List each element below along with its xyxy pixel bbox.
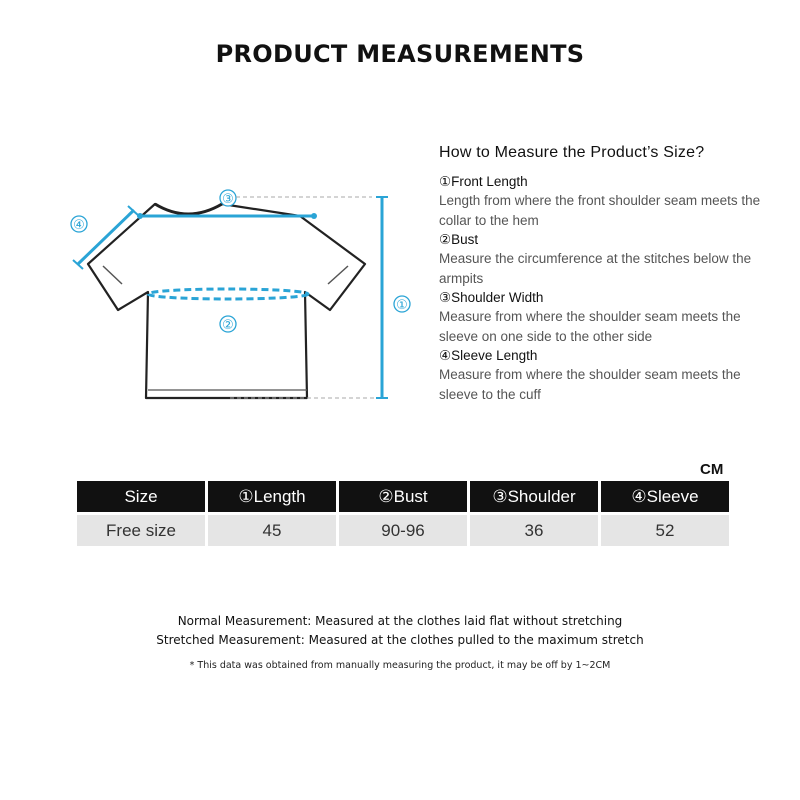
normal-note: Normal Measurement: Measured at the clothes laid flat without stretching <box>177 614 623 628</box>
item-sleeve-length <box>439 346 779 404</box>
marker-4-label: ④ <box>73 218 85 233</box>
item-title: ②Bust <box>439 232 479 247</box>
tshirt-diagram <box>60 180 430 410</box>
table-cell: 90-96 <box>339 515 467 546</box>
item-desc: Measure the circumference at the stitches below the armpits <box>439 251 752 286</box>
table-cell: Free size <box>77 515 205 546</box>
measurement-notes <box>0 612 800 650</box>
stretched-note: Stretched Measurement: Measured at the clothes pulled to the maximum stretch <box>156 633 644 647</box>
table-header-cell: Size <box>77 481 205 512</box>
table-cell: 36 <box>470 515 598 546</box>
marker-2-label: ② <box>222 318 234 333</box>
item-shoulder-width <box>439 288 779 346</box>
how-to-measure <box>439 144 779 404</box>
item-front-length <box>439 172 779 230</box>
table-cell: 52 <box>601 515 729 546</box>
item-desc: Measure from where the shoulder seam meets the sleeve on one side to the other side <box>439 309 741 344</box>
item-desc: Measure from where the shoulder seam meets the sleeve to the cuff <box>439 367 741 402</box>
disclaimer: * This data was obtained from manually measuring the product, it may be off by 1~2CM <box>189 660 611 671</box>
marker-1-label: ① <box>396 298 408 313</box>
marker-3-label: ③ <box>222 192 234 207</box>
tshirt-outline-icon <box>88 204 365 398</box>
table-row <box>77 515 729 546</box>
table-header-row <box>77 481 729 512</box>
table-header-cell: ②Bust <box>339 481 467 512</box>
size-table <box>77 481 729 549</box>
table-header-cell: ①Length <box>208 481 336 512</box>
item-title: ③Shoulder Width <box>439 290 544 305</box>
table-cell: 45 <box>208 515 336 546</box>
table-header-cell: ③Shoulder <box>470 481 598 512</box>
item-bust <box>439 230 779 288</box>
how-to-title: How to Measure the Product’s Size? <box>439 144 705 161</box>
page-title: PRODUCT MEASUREMENTS <box>215 40 585 68</box>
unit-label: CM <box>700 461 724 478</box>
item-title: ④Sleeve Length <box>439 348 538 363</box>
item-title: ①Front Length <box>439 174 528 189</box>
table-header-cell: ④Sleeve <box>601 481 729 512</box>
item-desc: Length from where the front shoulder seam meets the collar to the hem <box>439 193 761 228</box>
